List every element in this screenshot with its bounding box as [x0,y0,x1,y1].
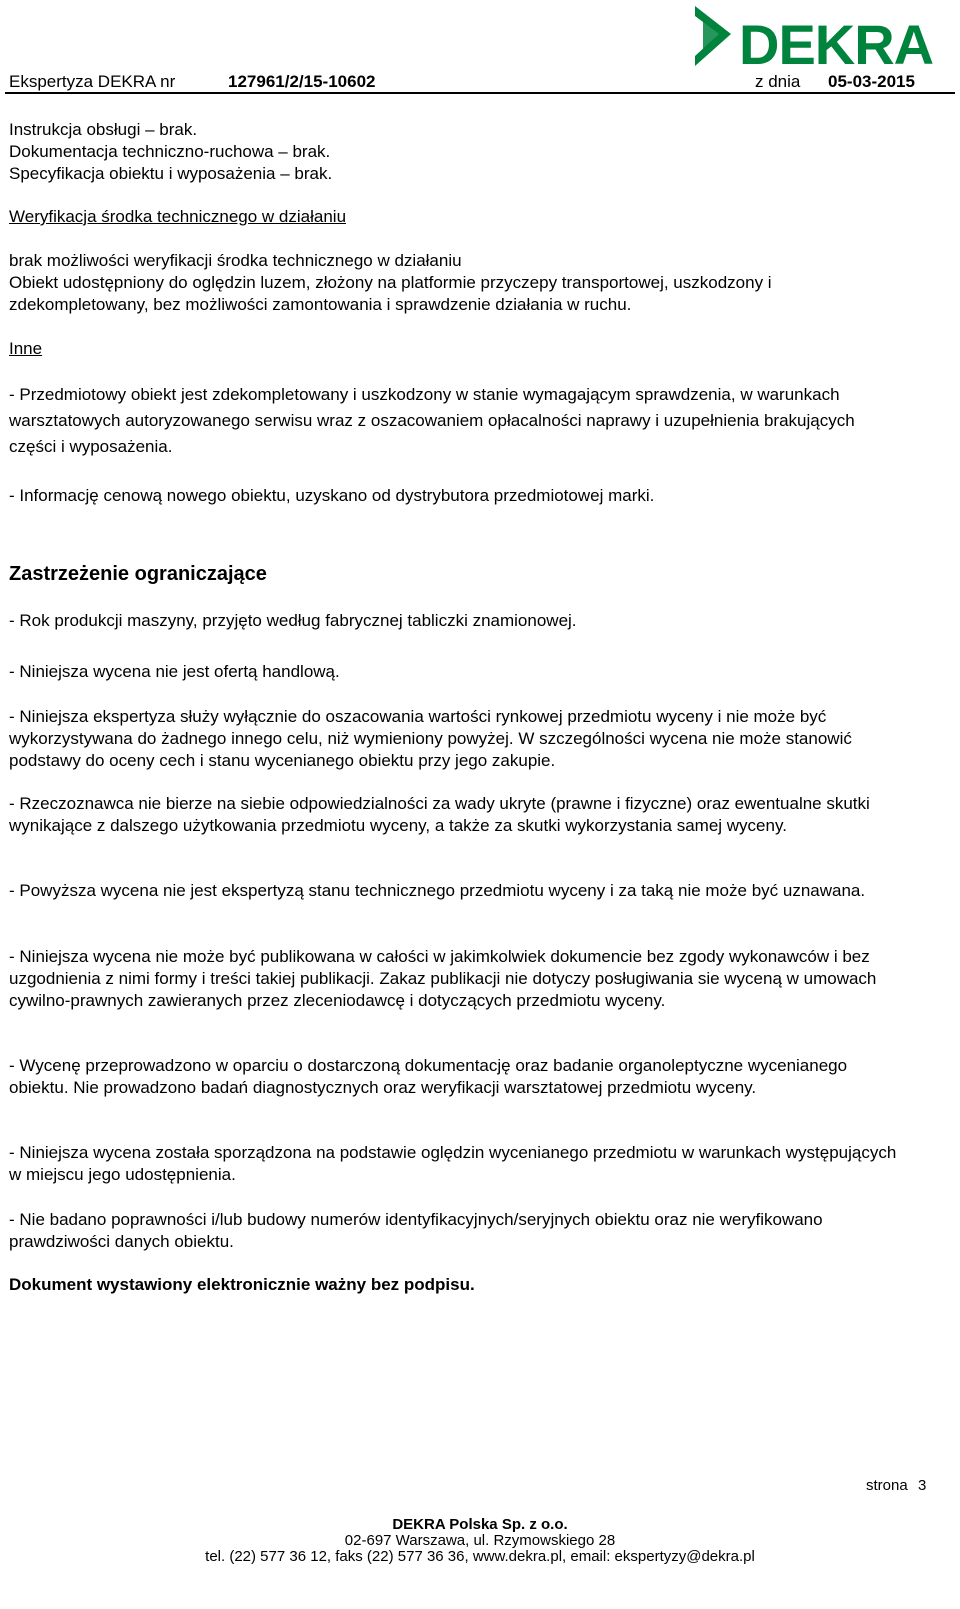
other-paragraph-2: - Informację cenową nowego obiektu, uzyskano od dystrybutora przedmiotowej marki. [9,486,655,505]
other-paragraph-1: - Przedmiotowy obiekt jest zdekompletowany i uszkodzony w stanie wymagającym sprawdzenia, w warunkach warsztatowych autoryzowanego serwisu wraz z oszacowaniem opłacalności naprawy i uzupełnienia brakujących części i wyposażenia. [9,385,855,456]
footer-contact: tel. (22) 577 36 12, faks (22) 577 36 36, www.dekra.pl, email: ekspertyzy@dekra.pl [205,1548,755,1565]
restriction-item: - Niniejsza wycena została sporządzona na podstawie oględzin wycenianego przedmiotu w warunkach występujących w miejscu jego udostępnienia. [9,1143,897,1184]
expertise-label: Ekspertyza DEKRA nr [9,72,176,91]
footer-address: 02-697 Warszawa, ul. Rzymowskiego 28 [344,1532,616,1549]
page-label: strona [866,1477,908,1494]
other-heading: Inne [9,339,43,358]
date-label: z dnia [755,72,801,91]
restriction-item: - Wycenę przeprowadzono w oparciu o dostarczoną dokumentację oraz badanie organoleptyczne wycenianego obiektu. Nie prowadzono badań diagnostycznych oraz weryfikacji warsztatowej przedmiotu wyceny. [9,1056,848,1097]
header-divider [5,92,955,94]
logo-text: DEKRA [739,13,934,76]
page-number: 3 [918,1477,927,1494]
intro-line: Dokumentacja techniczno-ruchowa – brak. [9,142,331,161]
intro-block [9,119,949,185]
restriction-item: - Niniejsza wycena nie może być publikowana w całości w jakimkolwiek dokumencie bez zgody wykonawców i bez uzgodnienia z nimi formy i treści takiej publikacji. Zakaz publikacji nie dotyczy posługiwania sie wyceną w umowach cywilno-prawnych zawieranych przez zleceniodawcę i dotyczących przedmiotu wyceny. [9,947,877,1010]
restriction-item: - Niniejsza wycena nie jest ofertą handlową. [9,662,340,681]
expertise-date: 05-03-2015 [828,72,915,91]
dekra-logo [695,6,955,78]
restriction-item: - Rok produkcji maszyny, przyjęto według fabrycznej tabliczki znamionowej. [9,611,577,630]
restriction-item: - Rzeczoznawca nie bierze na siebie odpowiedzialności za wady ukryte (prawne i fizyczne) oraz ewentualne skutki wynikające z dalszego użytkowania przedmiotu wyceny, a także za skutki wykorzystania samej wyceny. [9,794,870,835]
verification-line: brak możliwości weryfikacji środka technicznego w działaniu [9,251,462,270]
verification-description: Obiekt udostępniony do oględzin luzem, złożony na platformie przyczepy transportowej, uszkodzony i zdekompletowany, bez możliwości zamontowania i sprawdzenie działania w ruchu. [9,273,772,314]
restriction-item: - Niniejsza ekspertyza służy wyłącznie do oszacowania wartości rynkowej przedmiotu wyceny i nie może być wykorzystywana do żadnego innego celu, niż wymieniony powyżej. W szczególności wycena nie może stanowić podstawy do oceny cech i stanu wycenianego obiektu przy jego zakupie. [9,707,852,770]
expertise-number: 127961/2/15-10602 [228,72,376,91]
verification-heading: Weryfikacja środka technicznego w działaniu [9,207,347,226]
closing-statement: Dokument wystawiony elektronicznie ważny bez podpisu. [9,1275,475,1294]
footer-company: DEKRA Polska Sp. z o.o. [392,1516,568,1533]
intro-line: Instrukcja obsługi – brak. [9,120,198,139]
intro-line: Specyfikacja obiektu i wyposażenia – brak. [9,164,333,183]
restriction-item: - Powyższa wycena nie jest ekspertyzą stanu technicznego przedmiotu wyceny i za taką nie może być uznawana. [9,881,866,900]
restrictions-heading: Zastrzeżenie ograniczające [9,563,267,585]
restriction-item: - Nie badano poprawności i/lub budowy numerów identyfikacyjnych/seryjnych obiektu oraz nie weryfikowano prawdziwości danych obiektu. [9,1210,823,1251]
verification-block [9,250,949,316]
